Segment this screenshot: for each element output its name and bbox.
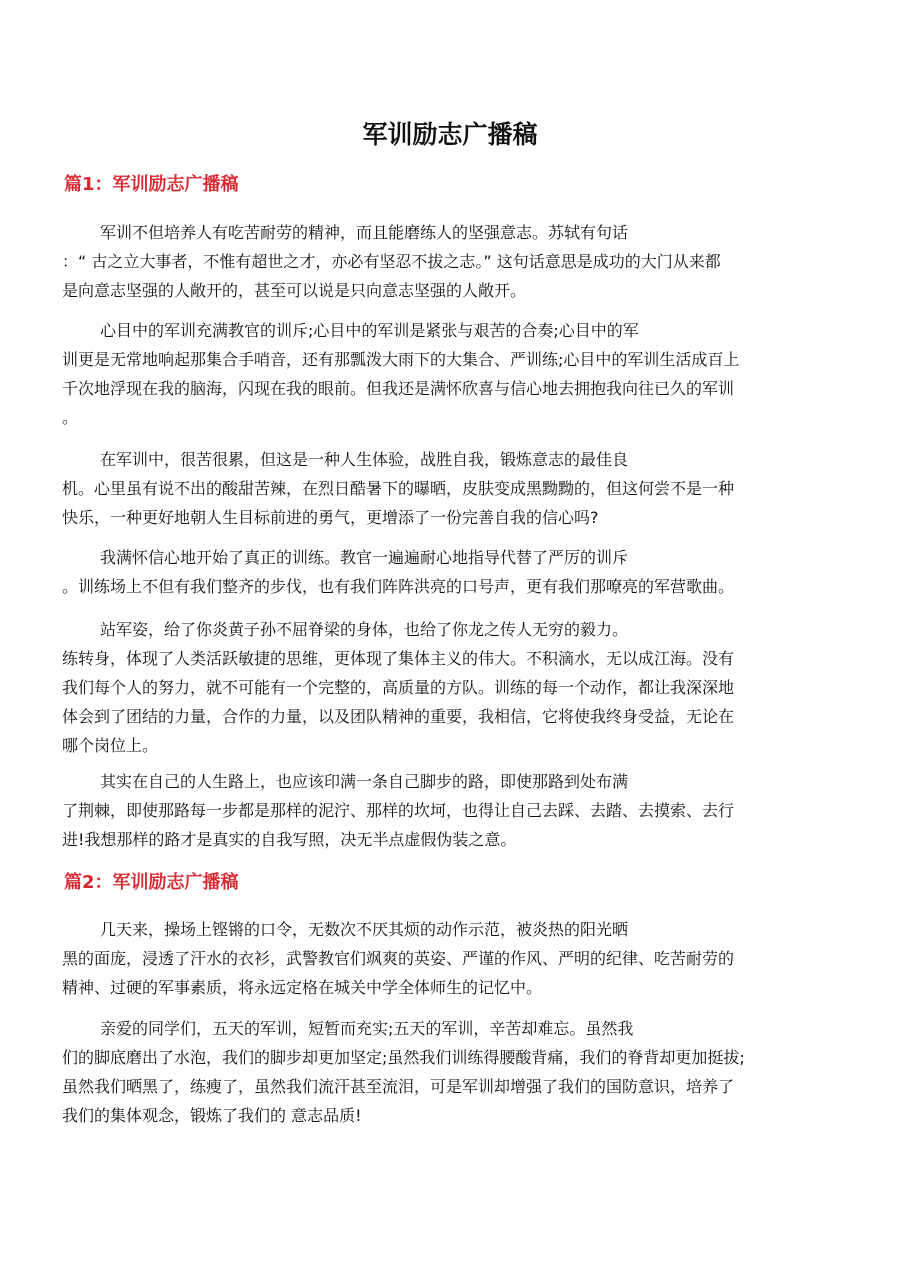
paragraph-line: 我们每个人的努力，就不可能有一个完整的，高质量的方队。训练的每一个动作，都让我深深地 bbox=[62, 678, 735, 697]
paragraph bbox=[62, 543, 842, 601]
paragraph bbox=[62, 767, 842, 854]
paragraph-line: 了荆棘，即使那路每一步都是那样的泥泞、那样的坎坷，也得让自己去踩、去踏、去摸索、去行 bbox=[62, 801, 735, 820]
paragraph-line: 其实在自己的人生路上，也应该印满一条自己脚步的路，即使那路到处布满 bbox=[100, 772, 629, 791]
document-title: 军训励志广播稿 bbox=[362, 120, 538, 149]
paragraph-line: 心目中的军训充满教官的训斥;心目中的军训是紧张与艰苦的合奏;心目中的军 bbox=[100, 321, 639, 340]
paragraph-line: 体会到了团结的力量，合作的力量，以及团队精神的重要，我相信，它将使我终身受益，无论在 bbox=[62, 707, 735, 726]
paragraph-line: 站军姿，给了你炎黄子孙不屈脊梁的身体，也给了你龙之传人无穷的毅力。 bbox=[100, 620, 629, 639]
paragraph-line: 黑的面庞，浸透了汗水的衣衫，武警教官们飒爽的英姿、严谨的作风、严明的纪律、吃苦耐劳的 bbox=[62, 949, 735, 968]
paragraph-line: 几天来，操场上铿锵的口令，无数次不厌其烦的动作示范，被炎热的阳光晒 bbox=[100, 920, 629, 939]
paragraph-line: 。训练场上不但有我们整齐的步伐，也有我们阵阵洪亮的口号声，更有我们那嘹亮的军营歌曲。 bbox=[62, 577, 735, 596]
paragraph-line: 千次地浮现在我的脑海，闪现在我的眼前。但我还是满怀欣喜与信心地去拥抱我向往已久的军训 bbox=[62, 379, 735, 398]
paragraph-line: 我们的集体观念，锻炼了我们的 意志品质! bbox=[62, 1106, 362, 1125]
paragraph-line: 机。心里虽有说不出的酸甜苦辣，在烈日酷暑下的曝晒，皮肤变成黑黝黝的，但这何尝不是一种 bbox=[62, 479, 735, 498]
section-heading: 篇1：军训励志广播稿 bbox=[64, 174, 239, 195]
paragraph-line: 训更是无常地响起那集合手哨音，还有那瓢泼大雨下的大集合、严训练;心目中的军训生活成百上 bbox=[62, 350, 740, 369]
paragraph-line: 哪个岗位上。 bbox=[62, 736, 159, 755]
paragraph bbox=[62, 1014, 842, 1130]
paragraph-line: 我满怀信心地开始了真正的训练。教官一遍遍耐心地指导代替了严厉的训斥 bbox=[100, 548, 629, 567]
paragraph bbox=[62, 915, 842, 1002]
paragraph-line: 们的脚底磨出了水泡，我们的脚步却更加坚定;虽然我们训练得腰酸背痛，我们的脊背却更加挺拔; bbox=[62, 1048, 745, 1067]
paragraph bbox=[62, 218, 842, 305]
paragraph bbox=[62, 445, 842, 532]
paragraph-line: 在军训中，很苦很累，但这是一种人生体验，战胜自我，锻炼意志的最佳良 bbox=[100, 450, 629, 469]
paragraph-line: 进!我想那样的路才是真实的自我写照，决无半点虚假伪装之意。 bbox=[62, 830, 517, 849]
paragraph-line: 虽然我们晒黑了，练瘦了，虽然我们流汗甚至流泪，可是军训却增强了我们的国防意识，培养了 bbox=[62, 1077, 735, 1096]
paragraph bbox=[62, 316, 842, 432]
paragraph-line: 亲爱的同学们，五天的军训，短暂而充实;五天的军训，辛苦却难忘。虽然我 bbox=[100, 1019, 634, 1038]
paragraph-line: 练转身，体现了人类活跃敏捷的思维，更体现了集体主义的伟大。不积滴水，无以成江海。没有 bbox=[62, 649, 735, 668]
section-heading: 篇2：军训励志广播稿 bbox=[64, 872, 239, 893]
paragraph-line: ：“ 古之立大事者，不惟有超世之才，亦必有坚忍不拔之志。” 这句话意思是成功的大门从来都 bbox=[62, 252, 721, 271]
paragraph-line: 军训不但培养人有吃苦耐劳的精神，而且能磨练人的坚强意志。苏轼有句话 bbox=[100, 223, 629, 242]
paragraph-line: 是向意志坚强的人敞开的，甚至可以说是只向意志坚强的人敞开。 bbox=[62, 281, 527, 300]
paragraph-line: 。 bbox=[62, 408, 79, 427]
paragraph-line: 快乐，一种更好地朝人生目标前进的勇气，更增添了一份完善自我的信心吗? bbox=[62, 508, 599, 527]
paragraph bbox=[62, 615, 842, 760]
paragraph-line: 精神、过硬的军事素质，将永远定格在城关中学全体师生的记忆中。 bbox=[62, 978, 543, 997]
